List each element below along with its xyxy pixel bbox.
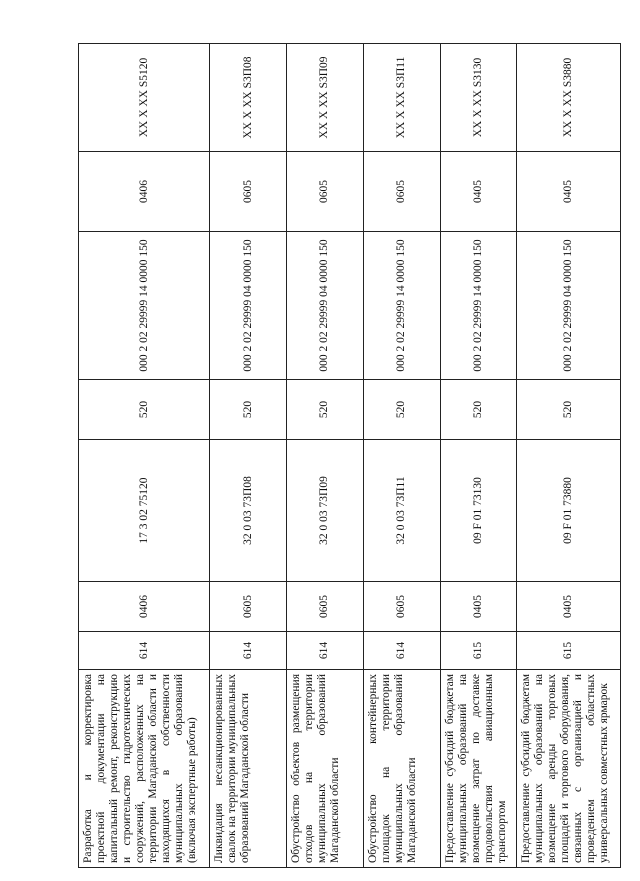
target-article-cell: 09 F 01 73130 bbox=[440, 440, 517, 582]
subsection-cell: 0605 bbox=[210, 152, 287, 232]
row-name-cell: Обустройство контейнерных площадок на территории муниципальных образований Магаданской области bbox=[363, 670, 440, 868]
target-article-cell: 32 0 03 73П09 bbox=[287, 440, 364, 582]
income-code-cell: 000 2 02 29999 04 0000 150 bbox=[287, 232, 364, 380]
section-cell: 0605 bbox=[287, 582, 364, 632]
expense-type-cell: 520 bbox=[440, 380, 517, 440]
row-name-cell: Разработка и корректировка проектной документации на капитальный ремонт, реконструкцию и строительство гидротехнических сооружений, расположенных на территории Магаданской области и находящихся в собственности муниципальных образований (включая экспертные работы) bbox=[79, 670, 210, 868]
rotated-table-frame bbox=[78, 44, 621, 868]
section-cell: 0406 bbox=[79, 582, 210, 632]
table-row bbox=[79, 44, 210, 868]
section-cell: 0605 bbox=[210, 582, 287, 632]
table-row bbox=[210, 44, 287, 868]
grbs-cell: 614 bbox=[363, 632, 440, 670]
grbs-cell: 615 bbox=[440, 632, 517, 670]
section-cell: 0605 bbox=[363, 582, 440, 632]
local-code-cell: XX X XX S5120 bbox=[79, 44, 210, 152]
local-code-cell: XX X XX S3П08 bbox=[210, 44, 287, 152]
income-code-cell: 000 2 02 29999 14 0000 150 bbox=[79, 232, 210, 380]
income-code-cell: 000 2 02 29999 14 0000 150 bbox=[440, 232, 517, 380]
row-name-cell: Обустройство объектов размещения отходов на территории муниципальных образований Магаданской области bbox=[287, 670, 364, 868]
grbs-cell: 615 bbox=[517, 632, 621, 670]
row-name-cell: Ликвидация несанкционированных свалок на территории муниципальных образований Магаданской области bbox=[210, 670, 287, 868]
expense-type-cell: 520 bbox=[210, 380, 287, 440]
expense-type-cell: 520 bbox=[287, 380, 364, 440]
income-code-cell: 000 2 02 29999 14 0000 150 bbox=[363, 232, 440, 380]
expense-type-cell: 520 bbox=[517, 380, 621, 440]
income-code-cell: 000 2 02 29999 04 0000 150 bbox=[210, 232, 287, 380]
local-code-cell: XX X XX S3880 bbox=[517, 44, 621, 152]
grbs-cell: 614 bbox=[210, 632, 287, 670]
subsection-cell: 0405 bbox=[440, 152, 517, 232]
target-article-cell: 32 0 03 73П08 bbox=[210, 440, 287, 582]
target-article-cell: 32 0 03 73П11 bbox=[363, 440, 440, 582]
subsection-cell: 0605 bbox=[363, 152, 440, 232]
income-code-cell: 000 2 02 29999 04 0000 150 bbox=[517, 232, 621, 380]
local-code-cell: XX X XX S3П09 bbox=[287, 44, 364, 152]
row-name-cell: Предоставление субсидий бюджетам муниципальных образований на возмещение затрат по доставке продовольствия авиационным транспортом bbox=[440, 670, 517, 868]
local-code-cell: XX X XX S3П11 bbox=[363, 44, 440, 152]
table-row bbox=[363, 44, 440, 868]
table-row bbox=[517, 44, 621, 868]
table-row bbox=[287, 44, 364, 868]
subsection-cell: 0405 bbox=[517, 152, 621, 232]
table-row bbox=[440, 44, 517, 868]
subsection-cell: 0605 bbox=[287, 152, 364, 232]
grbs-cell: 614 bbox=[79, 632, 210, 670]
expense-type-cell: 520 bbox=[79, 380, 210, 440]
target-article-cell: 09 F 01 73880 bbox=[517, 440, 621, 582]
section-cell: 0405 bbox=[517, 582, 621, 632]
subsection-cell: 0406 bbox=[79, 152, 210, 232]
grbs-cell: 614 bbox=[287, 632, 364, 670]
row-name-cell: Предоставление субсидий бюджетам муниципальных образований на возмещение аренды торговых площадей и торгового оборудования, связанных с организацией и проведением областных универсальных совместных ярмарок bbox=[517, 670, 621, 868]
budget-codes-table bbox=[78, 43, 621, 868]
target-article-cell: 17 3 02 75120 bbox=[79, 440, 210, 582]
local-code-cell: XX X XX S3130 bbox=[440, 44, 517, 152]
expense-type-cell: 520 bbox=[363, 380, 440, 440]
section-cell: 0405 bbox=[440, 582, 517, 632]
